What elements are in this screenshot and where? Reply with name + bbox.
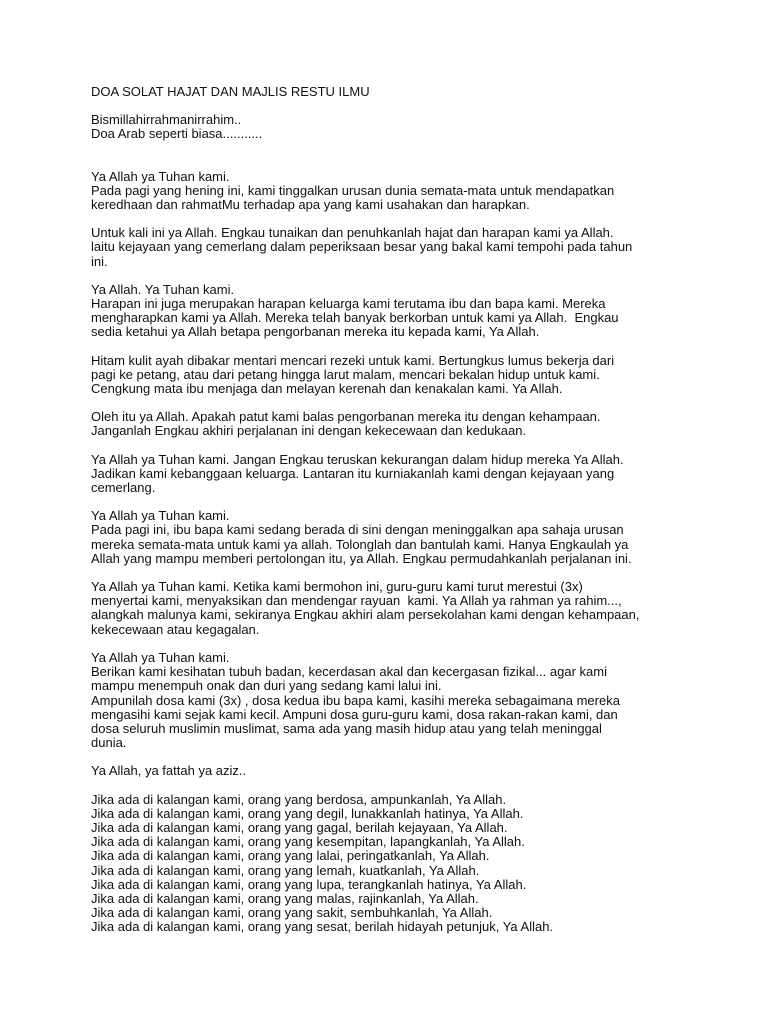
text-line: keredhaan dan rahmatMu terhadap apa yang kami usahakan dan harapkan.	[91, 197, 530, 213]
paragraph	[91, 651, 691, 750]
text-line: laitu kejayaan yang cemerlang dalam peperiksaan besar yang bakal kami tempohi pada tahun	[91, 239, 633, 255]
text-line: pagi ke petang, atau dari petang hingga larut malam, mencari bekalan hidup untuk kami.	[91, 366, 600, 382]
paragraph	[91, 170, 691, 213]
text-line: Pada pagi ini, ibu bapa kami sedang berada di sini dengan meninggalkan apa sahaja urusan	[91, 522, 624, 538]
text-line: mengharapkan kami ya Allah. Mereka telah banyak berkorban untuk kami ya Allah. Engkau	[91, 310, 619, 326]
text-line: Ya Allah. Ya Tuhan kami.	[91, 281, 235, 297]
text-line: Cengkung mata ibu menjaga dan melayan kerenah dan kenakalan kami. Ya Allah.	[91, 381, 563, 397]
text-line: Janganlah Engkau akhiri perjalanan ini dengan kekecewaan dan kedukaan.	[91, 423, 527, 439]
paragraph	[91, 226, 691, 269]
text-line: Ya Allah ya Tuhan kami.	[91, 649, 230, 665]
paragraph	[91, 283, 691, 340]
text-line: Ya Allah ya Tuhan kami. Ketika kami bermohon ini, guru-guru kami turut merestui (3x)	[91, 579, 583, 595]
text-line: mengasihi kami sejak kami kecil. Ampuni dosa guru-guru kami, dosa rakan-rakan kami, dan	[91, 706, 618, 722]
text-line: Ampunilah dosa kami (3x) , dosa kedua ibu bapa kami, kasihi mereka sebagaimana mereka	[91, 692, 620, 708]
text-line: cemerlang.	[91, 480, 156, 496]
text-line: Jika ada di kalangan kami, orang yang lupa, terangkanlah hatinya, Ya Allah.	[91, 876, 527, 892]
paragraph	[91, 113, 691, 141]
text-line: dosa seluruh muslimin muslimat, sama ada yang masih hidup atau yang telah meninggal	[91, 720, 602, 736]
text-line: Jika ada di kalangan kami, orang yang kesempitan, lapangkanlah, Ya Allah.	[91, 834, 525, 850]
text-line: Ya Allah ya Tuhan kami.	[91, 508, 230, 524]
paragraph	[91, 793, 691, 935]
text-line: Allah yang mampu memberi pertolongan itu, ya Allah. Engkau permudahkanlah perjalanan ini.	[91, 550, 632, 566]
paragraph	[91, 764, 691, 778]
text-line: Hitam kulit ayah dibakar mentari mencari rezeki untuk kami. Bertungkus lumus bekerja dari	[91, 352, 615, 368]
text-line: Jika ada di kalangan kami, orang yang degil, lunakkanlah hatinya, Ya Allah.	[91, 805, 524, 821]
text-line: Harapan ini juga merupakan harapan keluarga kami terutama ibu dan bapa kami. Mereka	[91, 296, 606, 312]
text-line: Ya Allah, ya fattah ya aziz..	[91, 763, 247, 779]
text-line: kekecewaan atau kegagalan.	[91, 621, 260, 637]
text-line: menyertai kami, menyaksikan dan mendengar rayuan kami. Ya Allah ya rahman ya rahim...,	[91, 593, 622, 609]
paragraph	[91, 453, 691, 496]
text-line: Berikan kami kesihatan tubuh badan, kecerdasan akal dan kecergasan fizikal... agar kami	[91, 664, 607, 680]
text-line: mampu menempuh onak dan duri yang sedang kami lalui ini.	[91, 678, 442, 694]
text-line: Jika ada di kalangan kami, orang yang lemah, kuatkanlah, Ya Allah.	[91, 862, 480, 878]
paragraph	[91, 580, 691, 637]
text-line: Oleh itu ya Allah. Apakah patut kami balas pengorbanan mereka itu dengan kehampaan.	[91, 409, 601, 425]
text-line: dunia.	[91, 735, 127, 751]
text-line: Ya Allah ya Tuhan kami.	[91, 168, 230, 184]
paragraph	[91, 410, 691, 438]
text-line: Jika ada di kalangan kami, orang yang malas, rajinkanlah, Ya Allah.	[91, 890, 479, 906]
text-line: ini.	[91, 253, 108, 269]
text-line: Jika ada di kalangan kami, orang yang gagal, berilah kejayaan, Ya Allah.	[91, 819, 508, 835]
text-line: Doa Arab seperti biasa...........	[91, 126, 263, 142]
paragraph	[91, 509, 691, 566]
text-line: Jika ada di kalangan kami, orang yang lalai, peringatkanlah, Ya Allah.	[91, 848, 490, 864]
text-line: Pada pagi yang hening ini, kami tinggalkan urusan dunia semata-mata untuk mendapatkan	[91, 182, 615, 198]
text-line: sedia ketahui ya Allah betapa pengorbanan mereka itu kepada kami, Ya Allah.	[91, 324, 540, 340]
document-page	[91, 85, 691, 949]
text-line: Jika ada di kalangan kami, orang yang sesat, berilah hidayah petunjuk, Ya Allah.	[91, 919, 554, 935]
text-line: Ya Allah ya Tuhan kami. Jangan Engkau teruskan kekurangan dalam hidup mereka Ya Allah.	[91, 451, 624, 467]
text-line: alangkah malunya kami, sekiranya Engkau akhiri alam persekolahan kami dengan kehampaan,	[91, 607, 640, 623]
text-line: Untuk kali ini ya Allah. Engkau tunaikan dan penuhkanlah hajat dan harapan kami ya Allah.	[91, 225, 614, 241]
text-line: Bismillahirrahmanirrahim..	[91, 112, 242, 128]
text-line: Jika ada di kalangan kami, orang yang sakit, sembuhkanlah, Ya Allah.	[91, 905, 493, 921]
paragraph	[91, 354, 691, 397]
document-title: DOA SOLAT HAJAT DAN MAJLIS RESTU ILMU	[91, 84, 370, 99]
text-line: Jika ada di kalangan kami, orang yang berdosa, ampunkanlah, Ya Allah.	[91, 791, 507, 807]
document-body	[91, 113, 691, 934]
text-line: Jadikan kami kebanggaan keluarga. Lantaran itu kurniakanlah kami dengan kejayaan yang	[91, 465, 615, 481]
text-line: mereka semata-mata untuk kami ya allah. Tolonglah dan bantulah kami. Hanya Engkaulah ya	[91, 536, 629, 552]
